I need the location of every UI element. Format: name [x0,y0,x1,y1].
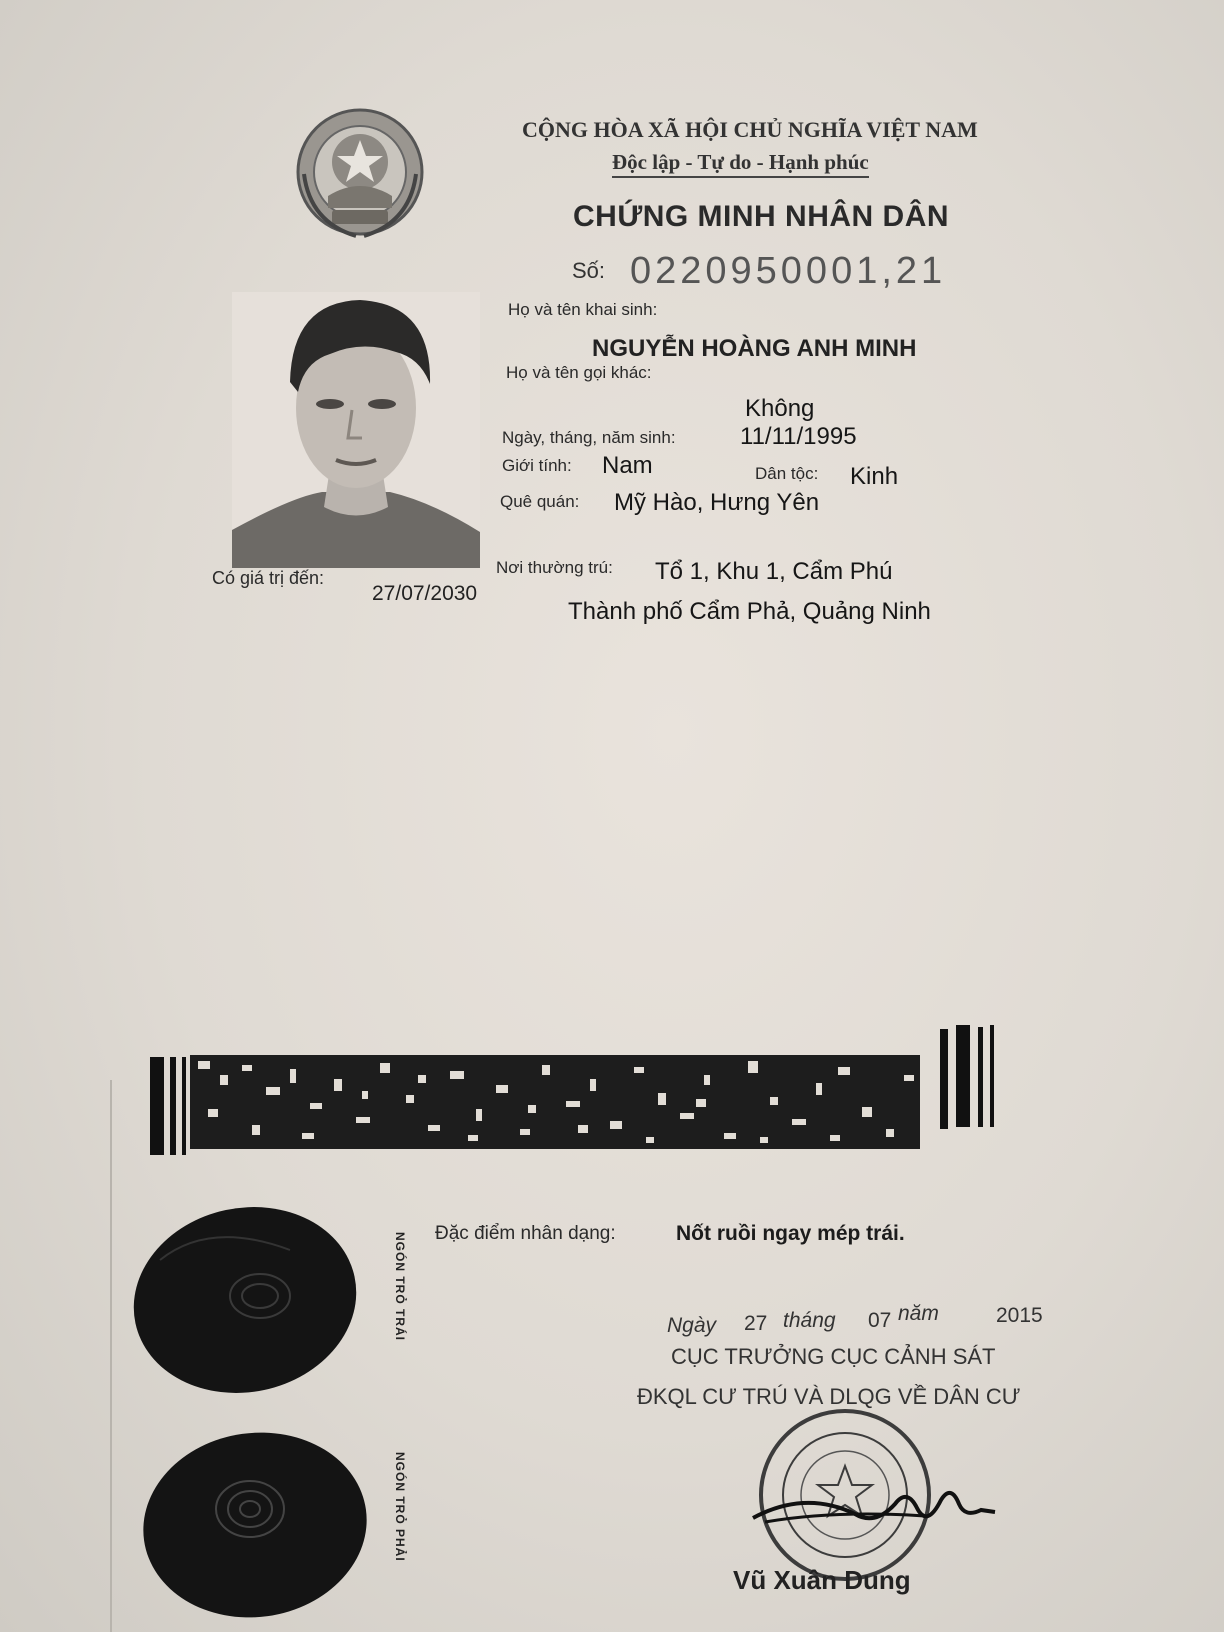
issue-date-year-label: năm [898,1302,939,1325]
signature [745,1470,1005,1540]
signer-name: Vũ Xuân Dung [733,1565,911,1595]
card-edge-line [110,1080,112,1632]
issuer-line-1: CỤC TRƯỞNG CỤC CẢNH SÁT [671,1344,996,1369]
issue-date-month-label: tháng [783,1309,836,1332]
other-name-value: Không [745,395,815,422]
issue-date-day-label: Ngày [667,1314,717,1337]
document-title: CHỨNG MINH NHÂN DÂN [573,200,950,233]
motto: Độc lập - Tự do - Hạnh phúc [612,150,869,178]
id-number-label: Số: [572,258,606,283]
gender-label: Giới tính: [502,456,572,475]
id-number: 0220950001,21 [630,250,947,292]
hometown-value: Mỹ Hào, Hưng Yên [614,489,820,516]
right-finger-label: NGÓN TRỎ PHẢI [393,1452,407,1562]
right-index-fingerprint [130,1425,380,1625]
features-value: Nốt ruồi ngay mép trái. [676,1222,905,1245]
gender-value: Nam [602,452,653,479]
barcode [150,1025,1030,1157]
residence-line-1: Tổ 1, Khu 1, Cẩm Phú [655,558,893,585]
residence-line-2: Thành phố Cẩm Phả, Quảng Ninh [568,598,931,625]
hometown-label: Quê quán: [500,492,580,511]
expiry-label: Có giá trị đến: [212,568,325,588]
issue-date-month: 07 [868,1309,892,1332]
issuer-line-2: ĐKQL CƯ TRÚ VÀ DLQG VỀ DÂN CƯ [637,1384,1021,1409]
left-index-fingerprint [120,1200,370,1400]
residence-label: Nơi thường trú: [496,558,613,577]
ethnicity-value: Kinh [850,463,899,490]
issue-date-year: 2015 [996,1304,1043,1327]
ethnicity-label: Dân tộc: [755,464,819,483]
country-name: CỘNG HÒA XÃ HỘI CHỦ NGHĨA VIỆT NAM [522,117,978,142]
full-name: NGUYỄN HOÀNG ANH MINH [592,335,917,362]
expiry-value: 27/07/2030 [372,582,478,605]
national-emblem-icon [290,104,430,244]
name-label: Họ và tên khai sinh: [508,300,658,319]
dob-value: 11/11/1995 [740,423,857,450]
portrait-photo [232,292,480,568]
features-label: Đặc điểm nhân dạng: [435,1223,616,1244]
dob-label: Ngày, tháng, năm sinh: [502,428,676,447]
left-finger-label: NGÓN TRỎ TRÁI [393,1232,407,1341]
other-name-label: Họ và tên gọi khác: [506,363,652,382]
issue-date-day: 27 [744,1312,768,1335]
